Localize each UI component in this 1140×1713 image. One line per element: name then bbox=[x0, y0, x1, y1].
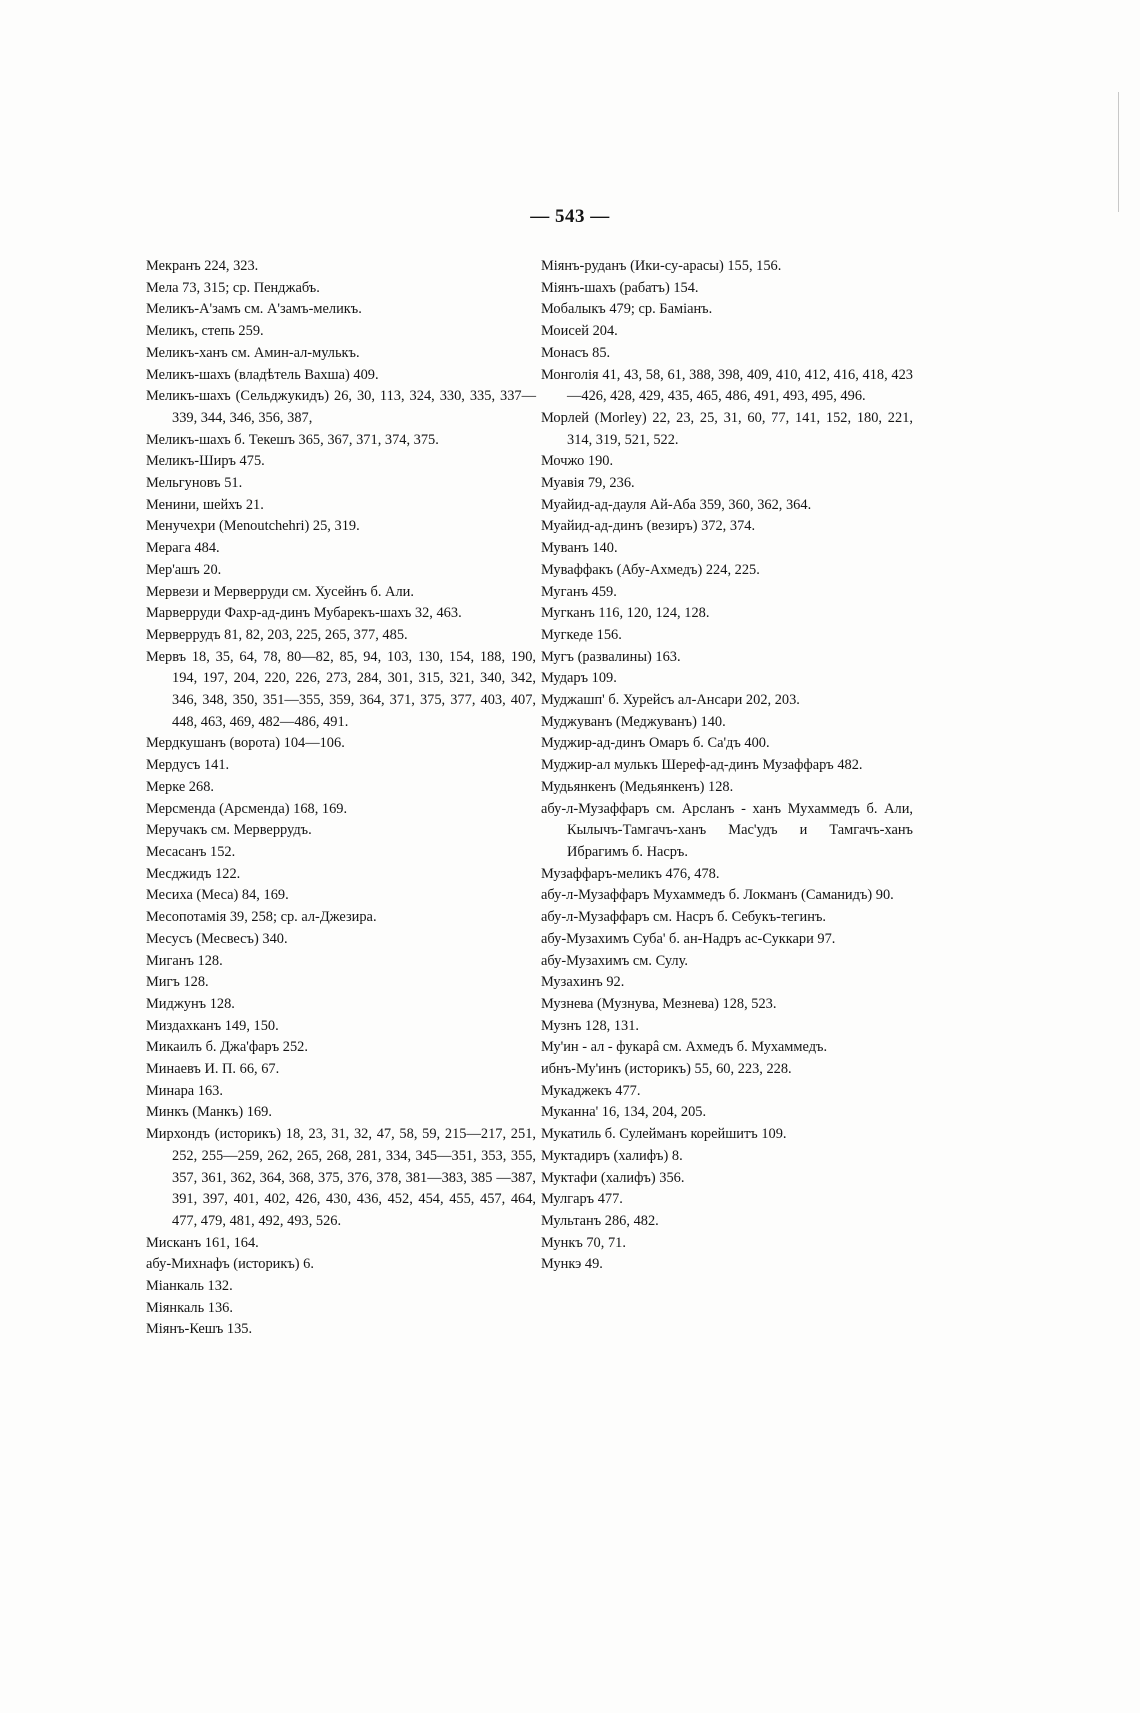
index-entry: ибнъ-Му'инъ (историкъ) 55, 60, 223, 228. bbox=[541, 1061, 792, 1078]
index-entry: Месиха (Меса) 84, 169. bbox=[146, 887, 289, 904]
index-entry: Минаевъ И. П. 66, 67. bbox=[146, 1061, 280, 1078]
index-entry: Мугъ (развалины) 163. bbox=[541, 648, 681, 665]
index-entry: Мела 73, 315; ср. Пенджабъ. bbox=[146, 279, 320, 296]
index-entry: Меликъ-А'замъ см. А'замъ-меликъ. bbox=[146, 301, 362, 318]
index-entry: Музахинъ 92. bbox=[541, 974, 625, 991]
index-entry: Муджашп' б. Хурейсъ ал-Ансари 202, 203. bbox=[541, 692, 800, 709]
index-entry: Меликъ, степь 259. bbox=[146, 323, 264, 340]
index-entry: Мигъ 128. bbox=[146, 974, 209, 991]
index-entry: Музнева (Музнува, Мезнева) 128, 523. bbox=[541, 995, 777, 1012]
index-entry: Месасанъ 152. bbox=[146, 843, 236, 860]
index-entry: Миджунъ 128. bbox=[146, 995, 235, 1012]
index-entry: Муктафи (халифъ) 356. bbox=[541, 1169, 685, 1186]
index-entry: Меликъ-шахъ (Сельджукидъ) 26, 30, 113, 324, 330, 335, 337—339, 344, 346, 356, 387, bbox=[146, 388, 536, 426]
index-entry: Мультанъ 286, 482. bbox=[541, 1212, 659, 1229]
index-entry: Мункъ 70, 71. bbox=[541, 1234, 626, 1251]
index-entry: Міанкаль 132. bbox=[146, 1278, 233, 1295]
index-entry: Месджидъ 122. bbox=[146, 865, 241, 882]
index-entry: Мисканъ 161, 164. bbox=[146, 1234, 259, 1251]
index-entry: Меликъ-Ширъ 475. bbox=[146, 453, 265, 470]
index-entry: Мугкеде 156. bbox=[541, 626, 622, 643]
index-entry: Мукаджекъ 477. bbox=[541, 1082, 641, 1099]
index-entry: Марверруди Фахр-ад-динъ Мубарекъ-шахъ 32, 463. bbox=[146, 605, 462, 622]
index-entry: Мерага 484. bbox=[146, 540, 220, 557]
index-entry: Моисей 204. bbox=[541, 323, 618, 340]
index-entry: Муджир-ал мулькъ Шереф-ад-динъ Музаффаръ 482. bbox=[541, 757, 863, 774]
index-entry: Муайид-ад-дауля Ай-Аба 359, 360, 362, 364. bbox=[541, 496, 812, 513]
index-entry: Мервези и Мерверруди см. Хусейнъ б. Али. bbox=[146, 583, 414, 600]
index-column-left bbox=[146, 256, 536, 1341]
index-entry: Муваффакъ (Абу-Ахмедъ) 224, 225. bbox=[541, 561, 760, 578]
index-entry: Мер'ашъ 20. bbox=[146, 561, 222, 578]
index-entry: Мудьянкенъ (Медьянкенъ) 128. bbox=[541, 778, 734, 795]
index-entry: Муктадиръ (халифъ) 8. bbox=[541, 1147, 683, 1164]
index-entry: Муканна' 16, 134, 204, 205. bbox=[541, 1104, 707, 1121]
index-entry: Мугканъ 116, 120, 124, 128. bbox=[541, 605, 710, 622]
index-entry: Мирхондъ (историкъ) 18, 23, 31, 32, 47, 58, 59, 215—217, 251, 252, 255—259, 262, 265, 268, 281, 334, 345—351, 353, 355, 357, 361, 362, 364, 368, 375, 376, 378, 381—383, 385 —387, 391, 397, 401, 402, 426, 430, 436, 452, 454, 455, 457, 464, 477, 479, 481, 492, 493, 526. bbox=[146, 1126, 536, 1229]
index-entry: Мекранъ 224, 323. bbox=[146, 258, 259, 274]
index-entry: Меликъ-шахъ б. Текешъ 365, 367, 371, 374, 375. bbox=[146, 431, 439, 448]
index-entry: Мерсменда (Арсменда) 168, 169. bbox=[146, 800, 348, 817]
index-entry: Муавія 79, 236. bbox=[541, 475, 635, 492]
index-entry: Миганъ 128. bbox=[146, 952, 223, 969]
index-entry: Менини, шейхъ 21. bbox=[146, 496, 264, 513]
index-entry: Мукатиль б. Сулейманъ корейшитъ 109. bbox=[541, 1126, 787, 1143]
index-entry: Меручакъ см. Мерверрудъ. bbox=[146, 822, 312, 839]
scan-edge-mark bbox=[1118, 92, 1119, 212]
index-entry: Мерке 268. bbox=[146, 778, 214, 795]
index-entry: абу-Музахимъ см. Сулу. bbox=[541, 952, 688, 969]
index-entry: Менучехри (Menoutchehri) 25, 319. bbox=[146, 518, 360, 535]
index-entry: Муганъ 459. bbox=[541, 583, 617, 600]
index-entry: Міянъ-шахъ (рабатъ) 154. bbox=[541, 279, 699, 296]
index-entry: Муванъ 140. bbox=[541, 540, 618, 557]
index-entry: Міянъ-руданъ (Ики-су-арасы) 155, 156. bbox=[541, 258, 782, 274]
index-entry: Муджир-ад-динъ Омаръ б. Са'дъ 400. bbox=[541, 735, 770, 752]
index-entry: Монголія 41, 43, 58, 61, 388, 398, 409, 410, 412, 416, 418, 423—426, 428, 429, 435, 465, 486, 491, 493, 495, 496. bbox=[541, 366, 913, 405]
index-entry: абу-Музахимъ Суба' б. ан-Надръ ас-Суккари 97. bbox=[541, 930, 836, 947]
index-entry: Мулгаръ 477. bbox=[541, 1191, 623, 1208]
index-entry: Минара 163. bbox=[146, 1082, 223, 1099]
index-entry: Мерверрудъ 81, 82, 203, 225, 265, 377, 485. bbox=[146, 626, 408, 643]
index-entry: Міянъ-Кешъ 135. bbox=[146, 1321, 253, 1338]
index-entry: Мункэ 49. bbox=[541, 1256, 603, 1273]
index-entry: абу-л-Музаффаръ см. Арсланъ - ханъ Мухаммедъ б. Али, Кылычъ-Тамгачъ-ханъ Мас'удъ и Тамгачъ-ханъ Ибрагимъ б. Насръ. bbox=[541, 800, 913, 860]
index-entry: Мударъ 109. bbox=[541, 670, 617, 687]
index-entry: Морлей (Morley) 22, 23, 25, 31, 60, 77, 141, 152, 180, 221, 314, 319, 521, 522. bbox=[541, 409, 913, 448]
page-number: — 543 — bbox=[530, 206, 610, 227]
index-entry: абу-Михнафъ (историкъ) 6. bbox=[146, 1256, 314, 1273]
index-entry: Минкъ (Манкъ) 169. bbox=[146, 1104, 272, 1121]
index-entry: Муайид-ад-динъ (везиръ) 372, 374. bbox=[541, 518, 756, 535]
index-entry: Мердусъ 141. bbox=[146, 757, 230, 774]
index-entry: Микаилъ б. Джа'фаръ 252. bbox=[146, 1039, 308, 1056]
index-entry: Музаффаръ-меликъ 476, 478. bbox=[541, 865, 720, 882]
index-entry: Мердкушанъ (ворота) 104—106. bbox=[146, 735, 345, 752]
index-entry: Меликъ-шахъ (владѣтель Вахша) 409. bbox=[146, 366, 379, 383]
index-entry: Мельгуновъ 51. bbox=[146, 475, 243, 492]
index-entry: Мервъ 18, 35, 64, 78, 80—82, 85, 94, 103, 130, 154, 188, 190, 194, 197, 204, 220, 226, 273, 284, 301, 315, 321, 340, 342, 346, 348, 350, 351—355, 359, 364, 371, 375, 377, 403, 407, 448, 463, 469, 482—486, 491. bbox=[146, 648, 536, 730]
index-column-right bbox=[541, 256, 913, 1276]
index-entry: Миздахканъ 149, 150. bbox=[146, 1017, 279, 1034]
index-entry: Му'ин - ал - фукарâ см. Ахмедъ б. Мухаммедъ. bbox=[541, 1039, 828, 1056]
index-entry: Мобалыкъ 479; ср. Баміанъ. bbox=[541, 301, 713, 318]
index-entry: Месопотамія 39, 258; ср. ал-Джезира. bbox=[146, 909, 377, 926]
index-entry: Меликъ-ханъ см. Амин-ал-мулькъ. bbox=[146, 344, 360, 361]
index-entry: абу-л-Музаффаръ Мухаммедъ б. Локманъ (Саманидъ) 90. bbox=[541, 887, 894, 904]
index-entry: Міянкаль 136. bbox=[146, 1299, 233, 1316]
index-entry: Музнъ 128, 131. bbox=[541, 1017, 640, 1034]
index-entry: Месусъ (Месвесъ) 340. bbox=[146, 930, 288, 947]
index-entry: Монасъ 85. bbox=[541, 344, 611, 361]
index-entry: Муджуванъ (Меджуванъ) 140. bbox=[541, 713, 726, 730]
index-entry: Мочжо 190. bbox=[541, 453, 614, 470]
index-entry: абу-л-Музаффаръ см. Насръ б. Себукъ-тегинъ. bbox=[541, 909, 826, 926]
